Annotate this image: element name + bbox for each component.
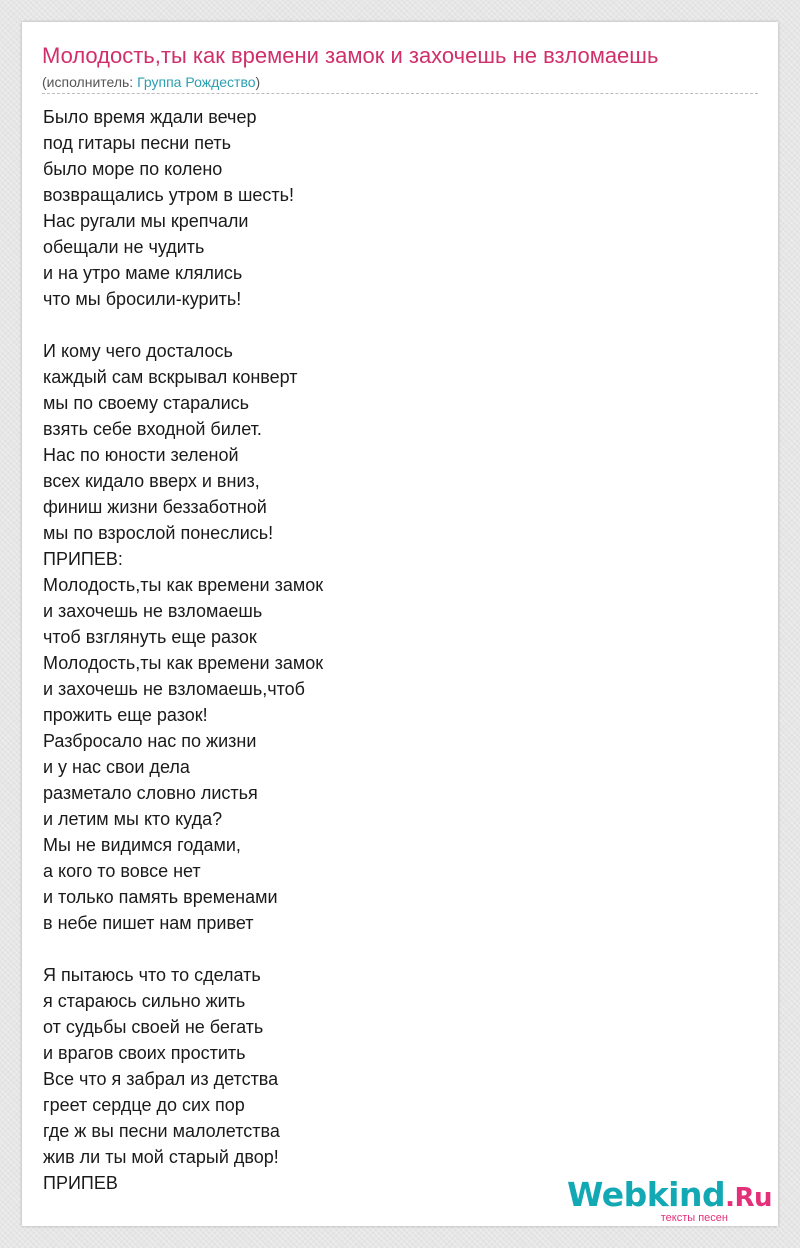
lyric-line: было море по колено xyxy=(43,159,223,179)
lyric-line: мы по взрослой понеслись! xyxy=(43,523,274,543)
lyric-line: Я пытаюсь что то сделать xyxy=(43,965,261,985)
logo-word: Webkind xyxy=(566,1175,726,1214)
lyric-line: Молодость,ты как времени замок xyxy=(43,575,324,595)
lyric-line: в небе пишет нам привет xyxy=(43,913,254,933)
lyric-line: прожить еще разок! xyxy=(43,705,208,725)
performer-line xyxy=(42,73,260,91)
lyric-line: Было время ждали вечер xyxy=(43,107,257,127)
lyric-line: и у нас свои дела xyxy=(43,757,190,777)
lyric-line: и захочешь не взломаешь xyxy=(43,601,263,621)
lyric-line: и врагов своих простить xyxy=(43,1043,246,1063)
lyric-line: и только память временами xyxy=(43,887,278,907)
song-title: Молодость,ты как времени замок и захочешь не взломаешь xyxy=(42,43,659,68)
lyric-line: жив ли ты мой старый двор! xyxy=(43,1147,279,1167)
lyric-line: греет сердце до сих пор xyxy=(43,1095,245,1115)
performer-prefix: (исполнитель: xyxy=(42,74,138,90)
lyric-line: всех кидало вверх и вниз, xyxy=(43,471,260,491)
lyric-line: Мы не видимся годами, xyxy=(43,835,241,855)
lyric-line xyxy=(43,312,743,338)
logo-wordmark xyxy=(567,1177,772,1216)
lyric-line: а кого то вовсе нет xyxy=(43,861,201,881)
lyric-line: каждый сам вскрывал конверт xyxy=(43,367,298,387)
lyric-line: обещали не чудить xyxy=(43,237,205,257)
lyric-line: разметало словно листья xyxy=(43,783,258,803)
performer-link[interactable]: Группа Рождество xyxy=(137,74,256,90)
lyric-line: Нас ругали мы крепчали xyxy=(43,211,249,231)
lyric-line: мы по своему старались xyxy=(43,393,250,413)
lyric-line: и на утро маме клялись xyxy=(43,263,243,283)
lyric-line: И кому чего досталось xyxy=(43,341,233,361)
lyric-line: где ж вы песни малолетства xyxy=(43,1121,280,1141)
performer-suffix: ) xyxy=(255,74,261,90)
site-logo xyxy=(567,1177,772,1224)
lyric-line: что мы бросили-курить! xyxy=(43,289,242,309)
lyric-line: финиш жизни беззаботной xyxy=(43,497,267,517)
lyric-line: Нас по юности зеленой xyxy=(43,445,239,465)
lyrics-card xyxy=(22,22,778,1226)
lyric-line: и захочешь не взломаешь,чтоб xyxy=(43,679,305,699)
lyric-line: взять себе входной билет. xyxy=(43,419,262,439)
lyric-line: Разбросало нас по жизни xyxy=(43,731,257,751)
lyric-line: чтоб взглянуть еще разок xyxy=(43,627,257,647)
lyric-line: Молодость,ты как времени замок xyxy=(43,653,324,673)
lyric-line xyxy=(43,936,743,962)
lyric-line: Все что я забрал из детства xyxy=(43,1069,279,1089)
lyric-line: ПРИПЕВ xyxy=(43,1173,118,1193)
title-divider xyxy=(42,93,758,94)
lyric-line: ПРИПЕВ: xyxy=(43,549,123,569)
logo-tagline: тексты песен xyxy=(660,1212,728,1224)
lyric-line: от судьбы своей не бегать xyxy=(43,1017,264,1037)
lyric-line: и летим мы кто куда? xyxy=(43,809,223,829)
lyric-line: под гитары песни петь xyxy=(43,133,232,153)
lyric-line: я стараюсь сильно жить xyxy=(43,991,246,1011)
logo-tld: .Ru xyxy=(725,1183,772,1213)
lyric-line: возвращались утром в шесть! xyxy=(43,185,295,205)
lyrics-text xyxy=(43,104,743,1196)
